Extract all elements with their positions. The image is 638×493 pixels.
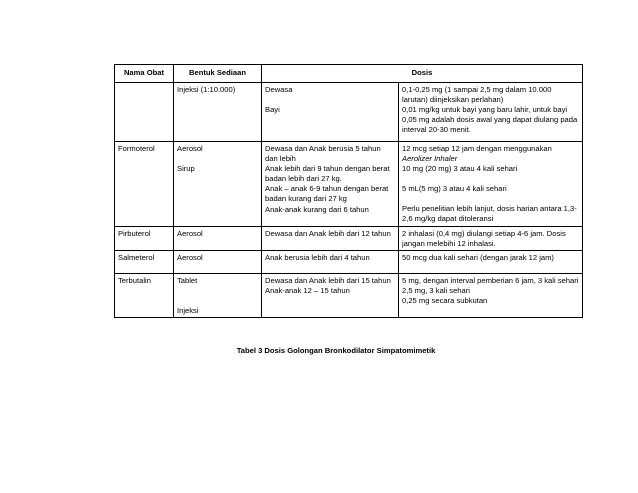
cell-dosis	[399, 226, 583, 250]
sediaan-text: Aerosol	[177, 228, 203, 238]
cell-nama-obat	[115, 83, 174, 142]
cell-dosis	[399, 250, 583, 273]
dosis-text: 0,01 mg/kg untuk bayi yang baru lahir, untuk bayi 0,05 mg adalah dosis awal yang dapat diulang pada interval 20-30 menit.	[402, 105, 578, 135]
dosis-text-part: 12 mcg setiap 12 jam dengan menggunakan	[402, 144, 552, 153]
cell-nama-obat: Salmeterol	[115, 250, 174, 273]
cell-nama-obat: Terbutalin	[115, 273, 174, 317]
table-row	[115, 226, 583, 250]
dosis-text: 2,5 mg, 3 kali sehari	[402, 285, 470, 295]
dosis-text: 5 mL(5 mg) 3 atau 4 kali sehari	[402, 184, 507, 194]
table-header-row	[115, 65, 583, 83]
sediaan-text: Aerosol	[177, 252, 203, 262]
kelompok-text: Anak lebih dari 9 tahun dengan berat badan lebih dari 27 kg.	[265, 164, 390, 184]
sediaan-text: Injeksi	[177, 305, 199, 315]
cell-sediaan	[174, 273, 262, 317]
dosis-text	[402, 144, 579, 164]
dosis-text: 10 mg (20 mg) 3 atau 4 kali sehari	[402, 164, 518, 174]
cell-nama-obat: Pirbuterol	[115, 226, 174, 250]
table-row	[115, 83, 583, 142]
cell-sediaan	[174, 142, 262, 227]
kelompok-text: Anak – anak 6-9 tahun dengan berat badan kurang dari 27 kg	[265, 184, 389, 204]
cell-sediaan	[174, 250, 262, 273]
cell-dosis	[399, 142, 583, 227]
dosis-text: 0,1-0,25 mg (1 sampai 2,5 mg dalam 10.000 larutan) diinjeksikan perlahan)	[402, 85, 552, 105]
cell-kelompok	[262, 250, 399, 273]
cell-dosis	[399, 273, 583, 317]
header-bentuk-sediaan: Bentuk Sediaan	[174, 65, 262, 83]
sediaan-text: Sirup	[177, 164, 195, 174]
sediaan-text: Injeksi (1:10.000)	[177, 85, 236, 94]
table-row	[115, 273, 583, 317]
kelompok-text: Dewasa dan Anak lebih dari 15 tahun	[265, 275, 391, 285]
header-nama-obat: Nama Obat	[115, 65, 174, 83]
cell-sediaan	[174, 83, 262, 142]
kelompok-text: Bayi	[265, 105, 280, 115]
header-dosis: Dosis	[262, 65, 583, 83]
sediaan-text: Aerosol	[177, 144, 203, 153]
dosis-text: 50 mcg dua kali sehari (dengan jarak 12 jam)	[402, 252, 554, 262]
dosis-text: 2 inhalasi (0,4 mg) diulangi setiap 4-6 jam. Dosis jangan melebihi 12 inhalasi.	[402, 228, 566, 248]
dosis-text: Perlu penelitian lebih lanjut, dosis harian antara 1,3-2,6 mg/kg dapat ditoleransi	[402, 204, 577, 224]
sediaan-text: Tablet	[177, 275, 198, 285]
kelompok-text: Dewasa dan Anak berusia 5 tahun dan lebih	[265, 144, 381, 164]
kelompok-text: Dewasa	[265, 85, 293, 94]
kelompok-text: Anak-anak kurang dari 6 tahun	[265, 204, 369, 214]
cell-sediaan	[174, 226, 262, 250]
table-row	[115, 142, 583, 227]
table-row	[115, 250, 583, 273]
dosis-text-italic: Aerolizer Inhaler	[402, 154, 458, 164]
table-caption: Tabel 3 Dosis Golongan Bronkodilator Simpatomimetik	[236, 346, 436, 355]
kelompok-text: Anak berusia lebih dari 4 tahun	[265, 252, 370, 262]
cell-nama-obat: Formoterol	[115, 142, 174, 227]
cell-kelompok	[262, 83, 399, 142]
cell-kelompok	[262, 226, 399, 250]
kelompok-text: Anak-anak 12 – 15 tahun	[265, 285, 350, 295]
dosage-table	[114, 64, 583, 318]
dosis-text: 5 mg, dengan interval pemberian 6 jam, 3 kali sehari	[402, 275, 579, 285]
cell-kelompok	[262, 273, 399, 317]
cell-dosis	[399, 83, 583, 142]
kelompok-text: Dewasa dan Anak lebih dari 12 tahun	[265, 228, 391, 238]
dosis-text: 0,25 mg secara subkutan	[402, 295, 488, 305]
cell-kelompok	[262, 142, 399, 227]
